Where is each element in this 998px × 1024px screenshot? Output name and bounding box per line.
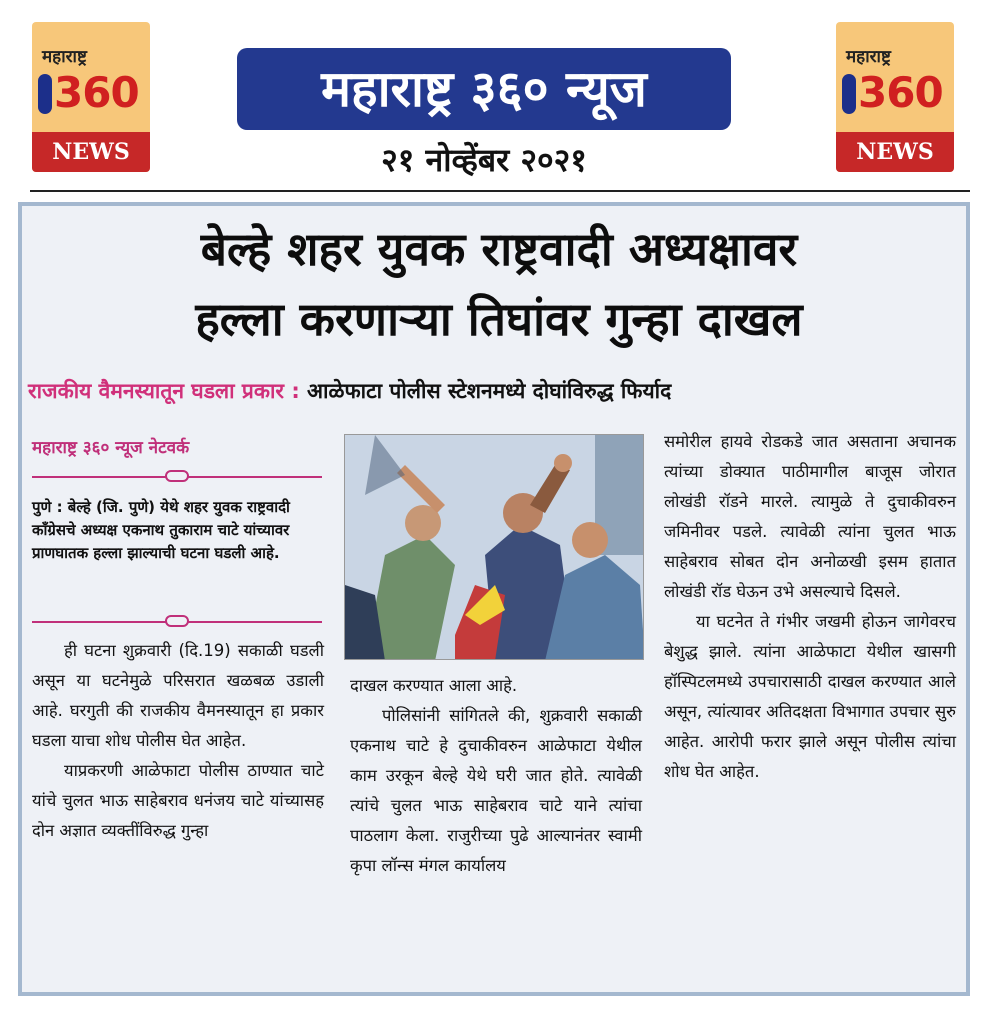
logo-badge: NEWS xyxy=(836,132,954,172)
logo-left xyxy=(32,22,150,172)
article-subhead xyxy=(28,377,968,405)
article-headline xyxy=(24,214,974,354)
microphone-icon xyxy=(842,74,856,114)
logo-top-word: महाराष्ट्र xyxy=(42,47,87,67)
logo-badge: NEWS xyxy=(32,132,150,172)
masthead-title: महाराष्ट्र ३६० न्यूज xyxy=(237,48,731,130)
lead-paragraph: पुणे : बेल्हे (जि. पुणे) येथे शहर युवक राष्ट्रवादी कॉंग्रेसचे अध्यक्ष एकनाथ तुकाराम चाटे यांच्यावर प्राणघातक हल्ला झाल्याची घटना घडली आहे. xyxy=(32,498,290,562)
column-3-paragraph-2: या घटनेत ते गंभीर जखमी होऊन जागेवरच बेशुद्ध झाले. त्यांना आळेफाटा येथील खासगी हॉस्पिटलमध्ये उपचारासाठी दाखल करण्यात आले असून, त्यांत्यावर अतिदक्षता विभागात उपचार सुरु आहेत. आरोपी फरार झाले असून पोलीस त्यांचा शोध घेत आहेत. xyxy=(664,612,956,781)
logo-right xyxy=(836,22,954,172)
logo-number: 360 xyxy=(54,68,139,117)
ornament-divider xyxy=(32,476,322,478)
microphone-icon xyxy=(38,74,52,114)
column-3 xyxy=(664,427,956,787)
headline-line-2: हल्ला करणाऱ्या तिघांवर गुन्हा दाखल xyxy=(195,292,803,346)
ornament-divider xyxy=(32,621,322,623)
column-1-paragraph-1: ही घटना शुक्रवारी (दि.19) सकाळी घडली असून या घटनेमुळे परिसरात खळबळ उडाली आहे. घरगुती की राजकीय वैमनस्यातून हा प्रकार घडला याचा शोध पोलीस घेत आहेत. xyxy=(32,641,324,750)
masthead-date: २१ नोव्हेंबर २०२१ xyxy=(381,141,587,179)
column-1-paragraph-2: याप्रकरणी आळेफाटा पोलीस ठाण्यात चाटे यांचे चुलत भाऊ साहेबराव धनंजय चाटे यांच्यासह दोन अज्ञात व्यक्तींविरुद्ध गुन्हा xyxy=(32,761,324,840)
column-3-paragraph-1: समोरील हायवे रोडकडे जात असताना अचानक त्यांच्या डोक्यात पाठीमागील बाजूस जोरात लोखंडी रॉडने मारले. त्यामुळे ते दुचाकीवरुन जमिनीवर पडले. त्यावेळी त्यांना चुलत भाऊ साहेबराव सोबत दोन अनोळखी इसम हातात लोखंडी रॉड घेऊन उभे असल्याचे दिसले. xyxy=(664,432,956,601)
column-2-paragraph-2: पोलिसांनी सांगितले की, शुक्रवारी सकाळी एकनाथ चाटे हे दुचाकीवरुन आळेफाटा येथील काम उरकून बेल्हे येथे घरी जात होते. त्यावेळी त्यांचे चुलत भाऊ साहेबराव चाटे याने त्यांचा पाठलाग केला. राजुरीच्या पुढे आल्यानंतर स्वामी कृपा लॉन्स मंगल कार्यालय xyxy=(350,706,642,875)
headline-line-1: बेल्हे शहर युवक राष्ट्रवादी अध्यक्षावर xyxy=(200,222,798,276)
ornament-dot xyxy=(165,470,189,482)
logo-number: 360 xyxy=(858,68,943,117)
subhead-kicker: राजकीय वैमनस्यातून घडला प्रकार : xyxy=(28,379,300,403)
ornament-dot xyxy=(165,615,189,627)
fight-illustration-image xyxy=(345,435,644,660)
column-1 xyxy=(32,636,324,846)
column-2-paragraph-1: दाखल करण्यात आला आहे. xyxy=(350,676,518,695)
byline: महाराष्ट्र ३६० न्यूज नेटवर्क xyxy=(32,438,190,458)
header-rule xyxy=(30,190,970,192)
column-2 xyxy=(350,671,642,881)
article-illustration xyxy=(344,434,644,660)
subhead-text: आळेफाटा पोलीस स्टेशनमध्ये दोघांविरुद्ध फिर्याद xyxy=(307,379,672,403)
logo-top-word: महाराष्ट्र xyxy=(846,47,891,67)
